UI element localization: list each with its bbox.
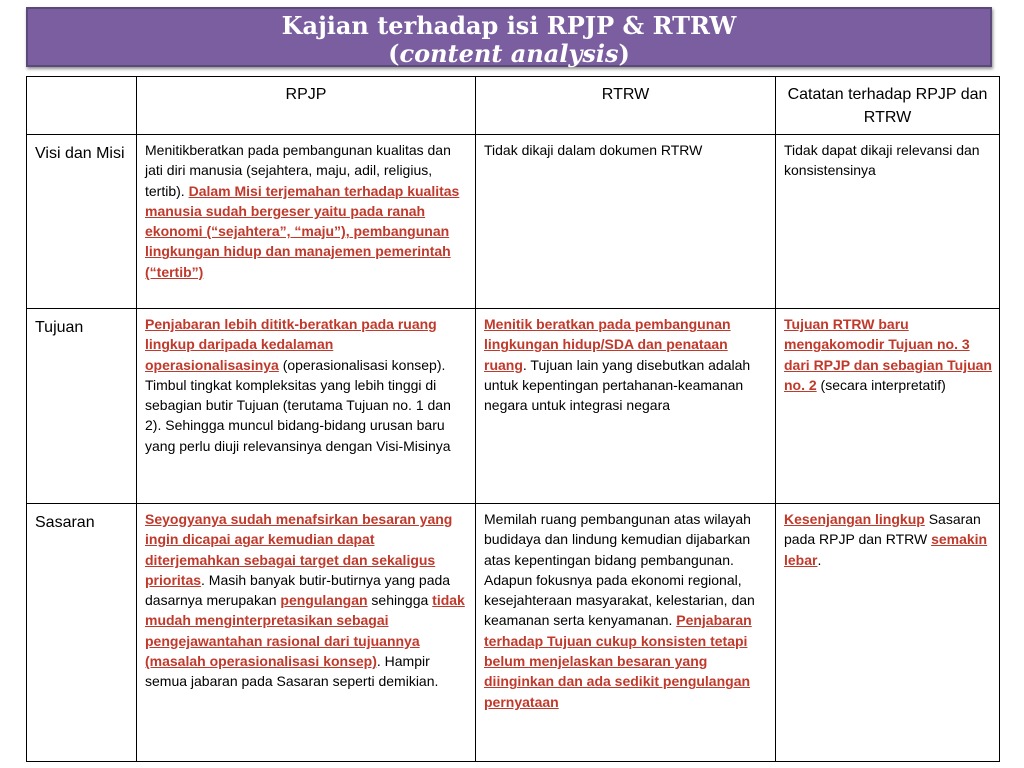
cell-text: . Hampir semua jabaran pada Sasaran seperti demikian. (145, 653, 439, 690)
header-catatan: Catatan terhadap RPJP dan RTRW (776, 77, 1000, 135)
highlighted-text: Kesenjangan lingkup (784, 511, 925, 527)
highlighted-text: pengulangan (280, 592, 368, 609)
table-header-row (27, 77, 1000, 135)
header-corner (27, 77, 137, 135)
header-rtrw: RTRW (476, 77, 776, 135)
cell-text: . Tujuan lain yang disebutkan adalah untuk kepentingan pertahanan-keamanan negara untuk integrasi negara (484, 356, 751, 414)
highlighted-text: Tujuan RTRW baru mengakomodir Tujuan no. 3 dari RPJP dan sebagian Tujuan no. 2 (784, 316, 992, 393)
content-analysis-table (26, 76, 1000, 762)
row-label: Sasaran (27, 504, 137, 762)
cell-text: Memilah ruang pembangunan atas wilayah budidaya dan lindung kemudian dijabarkan atas kepentingan bidang pembangunan. Adapun fokusnya pada ekonomi regional, kesejahteraan masyarakat, kelestarian, dan keamanan serta kenyamanan. (484, 511, 755, 629)
cell-text: . (817, 551, 822, 568)
table-row-tujuan (27, 309, 1000, 504)
cell-text: sehingga (367, 592, 433, 609)
highlighted-text: Penjabaran lebih dititk-beratkan pada ruang lingkup daripada kedalaman operasionalisasinya (145, 316, 437, 373)
highlighted-text: Penjabaran terhadap Tujuan cukup konsisten tetapi belum menjelaskan besaran yang diinginkan dan ada sedikit pengulangan pernyataan (484, 612, 752, 710)
cell-text: Sasaran pada RPJP dan RTRW (784, 511, 981, 548)
cell-rpjp (137, 135, 476, 309)
cell-rtrw (476, 135, 776, 309)
title-paren-open: ( (388, 39, 400, 68)
cell-text: Tidak dikaji dalam dokumen RTRW (484, 142, 703, 158)
highlighted-text: Dalam Misi terjemahan terhadap kualitas manusia sudah bergeser yaitu pada ranah ekonomi (“sejahtera”, “maju”), pembangunan lingkungan hidup dan manajemen pemerintah (“tertib”) (145, 182, 460, 280)
cell-catatan (776, 135, 1000, 309)
cell-text: Tidak dapat dikaji relevansi dan konsistensinya (784, 142, 980, 179)
title-main: Kajian terhadap isi RPJP & RTRW (281, 11, 737, 40)
title-subtitle-italic: content analysis (399, 39, 619, 68)
title-paren-close: ) (618, 39, 630, 68)
cell-text: Menitikberatkan pada pembangunan kualitas dan jati diri manusia (sejahtera, maju, adil, religius, tertib). (145, 142, 451, 199)
cell-rpjp (137, 309, 476, 504)
title-subtitle (28, 40, 990, 67)
highlighted-text: Menitik beratkan pada pembangunan lingkungan hidup/SDA dan penataan ruang (484, 316, 731, 373)
table-row-visi-misi (27, 135, 1000, 309)
row-label: Visi dan Misi (27, 135, 137, 309)
highlighted-text: tidak mudah menginterpretasikan sebagai pengejawantahan rasional dari tujuannya (masalah operasionalisasi konsep) (145, 592, 465, 670)
cell-rtrw (476, 504, 776, 762)
highlighted-text: Seyogyanya sudah menafsirkan besaran yang ingin dicapai agar kemudian dapat diterjemahkan sebagai target dan sekaligus prioritas (145, 511, 453, 588)
cell-rpjp (137, 504, 476, 762)
table-row-sasaran (27, 504, 1000, 762)
cell-text: (operasionalisasi konsep). Timbul tingkat kompleksitas yang lebih tinggi di sebagian butir Tujuan (terutama Tujuan no. 1 dan 2). Sehingga muncul bidang-bidang urusan baru yang perlu diuji relevansinya dengan Visi-Misinya (145, 356, 451, 454)
cell-text: (secara interpretatif) (816, 376, 946, 393)
cell-catatan (776, 309, 1000, 504)
cell-rtrw (476, 309, 776, 504)
header-rpjp: RPJP (137, 77, 476, 135)
highlighted-text: semakin lebar (784, 531, 988, 568)
cell-text: . Masih banyak butir-butirnya yang pada dasarnya merupakan (145, 571, 451, 609)
row-label: Tujuan (27, 309, 137, 504)
title-banner (26, 7, 992, 67)
cell-catatan (776, 504, 1000, 762)
